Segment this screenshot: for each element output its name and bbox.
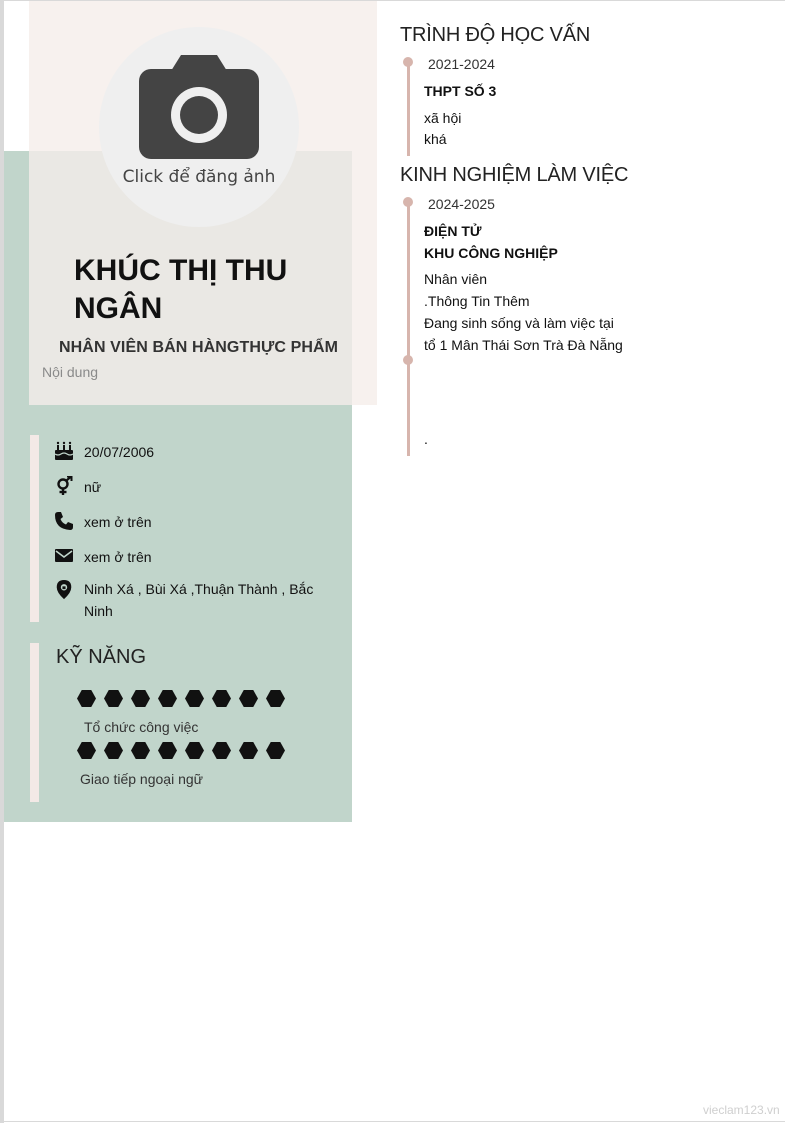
skill-rating-hex[interactable]	[266, 742, 285, 759]
education-school[interactable]: THPT SỐ 3	[424, 83, 497, 99]
birthday-cake-icon	[54, 441, 74, 461]
experience-company-line1[interactable]: ĐIỆN TỬ	[424, 223, 482, 239]
gender-icon	[54, 476, 74, 496]
watermark: vieclam123.vn	[703, 1103, 780, 1117]
experience-period[interactable]: 2024-2025	[428, 196, 495, 212]
skill-rating-hex[interactable]	[185, 690, 204, 707]
email-value[interactable]: xem ở trên	[84, 549, 152, 565]
skill-rating-hex[interactable]	[104, 690, 123, 707]
photo-upload[interactable]	[99, 27, 299, 227]
experience-company-line2[interactable]: KHU CÔNG NGHIỆP	[424, 245, 558, 261]
skill-rating-hex[interactable]	[239, 742, 258, 759]
education-period[interactable]: 2021-2024	[428, 56, 495, 72]
address-value[interactable]: Ninh Xá , Bùi Xá ,Thuận Thành , Bắc Ninh	[84, 581, 314, 619]
skill-rating-hex[interactable]	[77, 742, 96, 759]
camera-icon	[139, 55, 259, 159]
experience-timeline-dot	[403, 197, 413, 207]
experience-line[interactable]: .Thông Tin Thêm	[424, 293, 530, 309]
experience-line[interactable]: Nhân viên	[424, 271, 488, 287]
experience-timeline-dot	[403, 355, 413, 365]
experience-line[interactable]: Đang sinh sống và làm việc tại	[424, 315, 614, 331]
skill-rating-hex[interactable]	[185, 742, 204, 759]
skill-name-1[interactable]: Tổ chức công việc	[84, 719, 199, 735]
experience-extra[interactable]: .	[424, 431, 428, 447]
skill-rating-2	[77, 742, 285, 759]
intro-text[interactable]: Nội dung	[42, 364, 99, 380]
education-title[interactable]: TRÌNH ĐỘ HỌC VẤN	[400, 24, 591, 46]
skill-rating-hex[interactable]	[104, 742, 123, 759]
skill-rating-hex[interactable]	[239, 690, 258, 707]
job-title[interactable]: NHÂN VIÊN BÁN HÀNGTHỰC PHẨM	[59, 339, 339, 356]
skill-rating-hex[interactable]	[212, 690, 231, 707]
email-icon	[54, 546, 74, 566]
experience-title[interactable]: KINH NGHIỆM LÀM VIỆC	[400, 164, 629, 186]
contact-accent-bar	[30, 435, 39, 622]
photo-upload-label: Click để đăng ảnh	[122, 167, 276, 187]
skill-rating-hex[interactable]	[131, 742, 150, 759]
candidate-name[interactable]: KHÚC THỊ THU NGÂN	[74, 254, 288, 325]
experience-line[interactable]: tổ 1 Mân Thái Sơn Trà Đà Nẵng	[424, 337, 623, 353]
skill-rating-hex[interactable]	[266, 690, 285, 707]
phone-value[interactable]: xem ở trên	[84, 514, 152, 530]
education-timeline	[407, 58, 410, 156]
skill-rating-hex[interactable]	[158, 690, 177, 707]
skill-rating-hex[interactable]	[77, 690, 96, 707]
education-grade[interactable]: khá	[424, 131, 447, 147]
skills-title[interactable]: KỸ NĂNG	[56, 646, 147, 668]
education-major[interactable]: xã hội	[424, 110, 462, 126]
skill-rating-1	[77, 690, 285, 707]
education-timeline-dot	[403, 57, 413, 67]
location-icon	[54, 580, 74, 600]
skill-rating-hex[interactable]	[212, 742, 231, 759]
birthday-value[interactable]: 20/07/2006	[84, 444, 155, 460]
page-border-bottom	[0, 1121, 785, 1122]
skill-name-2[interactable]: Giao tiếp ngoại ngữ	[80, 771, 204, 787]
skill-rating-hex[interactable]	[131, 690, 150, 707]
phone-icon	[54, 511, 74, 531]
skill-rating-hex[interactable]	[158, 742, 177, 759]
gender-value[interactable]: nữ	[84, 479, 102, 495]
skills-accent-bar	[30, 643, 39, 802]
experience-timeline	[407, 198, 410, 456]
